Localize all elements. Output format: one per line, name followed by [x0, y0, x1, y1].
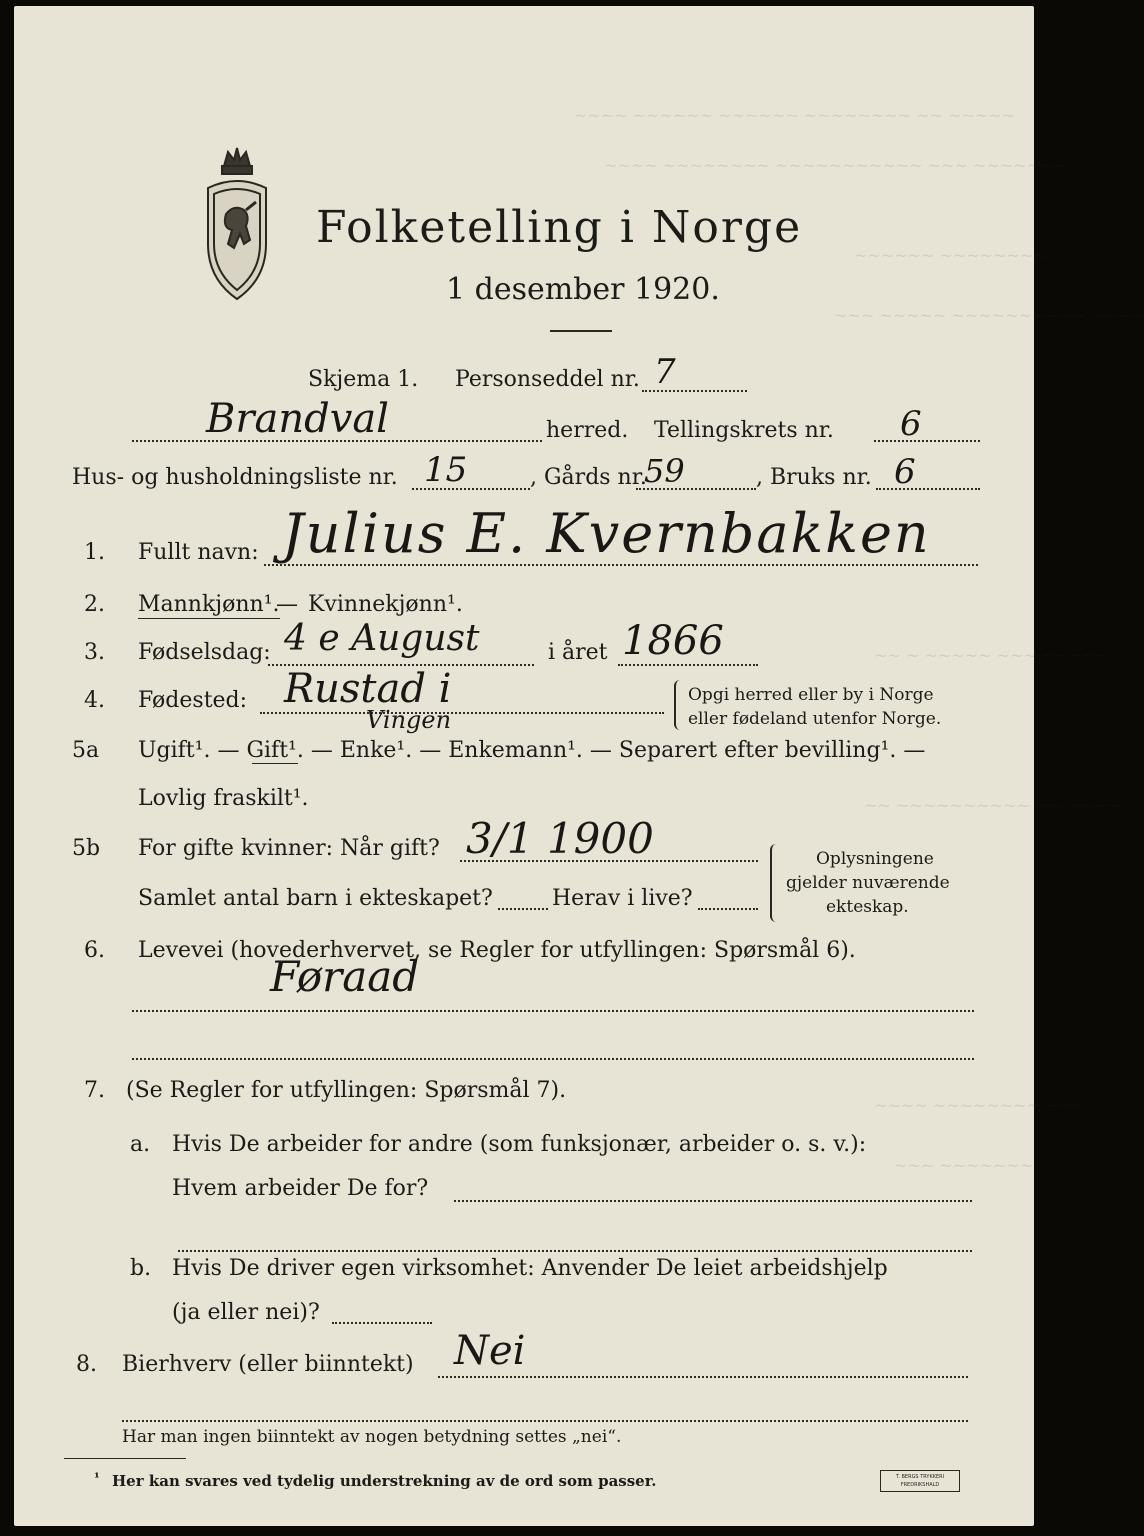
- q7b-answer-field[interactable]: [332, 1322, 432, 1324]
- q2-female-option[interactable]: Kvinnekjønn¹.: [308, 592, 463, 617]
- tellingskrets-field[interactable]: [874, 440, 980, 442]
- q3-year-value: 1866: [622, 618, 724, 664]
- q7a-line1: Hvis De arbeider for andre (som funksjonær, arbeider o. s. v.):: [172, 1132, 867, 1157]
- herred-label: herred.: [546, 418, 629, 443]
- q8-extra-line[interactable]: [122, 1420, 968, 1422]
- q4-note-brace: [674, 680, 684, 730]
- q7a-extra-line[interactable]: [178, 1250, 972, 1252]
- q7a-number: a.: [130, 1132, 151, 1157]
- gards-label: , Gårds nr.: [530, 465, 647, 490]
- gards-value: 59: [644, 452, 685, 490]
- q7a-line2: Hvem arbeider De for?: [172, 1176, 429, 1201]
- footer-note: Har man ingen biinntekt av nogen betydning settes „nei“.: [122, 1427, 622, 1447]
- husliste-value: 15: [424, 450, 468, 490]
- skjema-label: Skjema 1.: [308, 367, 419, 392]
- q7b-line1: Hvis De driver egen virksomhet: Anvender De leiet arbeidshjelp: [172, 1256, 888, 1281]
- q7b-number: b.: [130, 1256, 152, 1281]
- tellingskrets-label: Tellingskrets nr.: [654, 418, 834, 443]
- q8-sidejob-value: Nei: [454, 1328, 526, 1374]
- q8-number: 8.: [76, 1352, 97, 1377]
- q3-year-field[interactable]: [618, 664, 758, 666]
- form-title: Folketelling i Norge: [316, 202, 803, 253]
- q6-label: Levevei (hovederhvervet, se Regler for utfyllingen: Spørsmål 6).: [138, 938, 856, 963]
- q7b-line2: (ja eller nei)?: [172, 1300, 320, 1325]
- q5b-number: 5b: [72, 836, 101, 861]
- q5b-note-line2: gjelder nuværende: [786, 873, 950, 893]
- q8-sidejob-field[interactable]: [438, 1376, 968, 1378]
- q4-note-line1: Opgi herred eller by i Norge: [688, 685, 934, 705]
- norway-coat-of-arms-icon: [194, 144, 280, 304]
- herred-value: Brandval: [206, 396, 389, 442]
- q6-number: 6.: [84, 938, 105, 963]
- personseddel-label: Personseddel nr.: [455, 367, 640, 392]
- q3-number: 3.: [84, 640, 105, 665]
- bruks-field[interactable]: [876, 488, 980, 490]
- q7a-employer-field[interactable]: [454, 1200, 972, 1202]
- q6-extra-line[interactable]: [132, 1058, 974, 1060]
- bruks-label: , Bruks nr.: [756, 465, 872, 490]
- q1-number: 1.: [84, 540, 105, 565]
- q2-number: 2.: [84, 592, 105, 617]
- q5b-note-brace: [770, 844, 780, 922]
- q5a-options-line1[interactable]: Ugift¹. — Gift¹. — Enke¹. — Enkemann¹. — Separert efter bevilling¹. —: [138, 738, 926, 763]
- q6-occupation-field[interactable]: [132, 1010, 974, 1012]
- footnote-text: Her kan svares ved tydelig understrekning av de ord som passer.: [112, 1472, 657, 1490]
- printer-stamp-text: T. BERGS TRYKKERI FREDRIKSHALD: [895, 1474, 945, 1488]
- q4-number: 4.: [84, 688, 105, 713]
- q5b-married-label: For gifte kvinner: Når gift?: [138, 836, 440, 861]
- q4-place-value-line1: Rustad i: [284, 666, 452, 712]
- q3-label: Fødselsdag:: [138, 640, 271, 665]
- q2-separator: —: [276, 592, 298, 617]
- q5b-children-label: Samlet antal barn i ekteskapet?: [138, 886, 493, 911]
- personseddel-value: 7: [654, 352, 676, 392]
- q5b-married-value: 3/1 1900: [466, 814, 654, 863]
- q3-day-value: 4 e August: [284, 618, 480, 659]
- footnote-divider: [64, 1458, 186, 1459]
- census-form-page: ~~~~ ~~~~~~ ~~~~~~ ~~~~~~~~ ~~ ~~~~~ ~~~~ ~~~~~~~~ ~~~~~~~~~~~ ~~~ ~~~~~~~ ~~~~~~ ~~~~~~~~ ~~~ ~~~~~ ~~~~~~~~~~ ~~~~ ~~ ~ ~~~~~ ~~~ ~~~~~ ~~ ~~~~~~~~~~ ~~ ~~~~ ~~~~ ~~~~~~~~ ~~~ ~~~ ~~~~~~~ Folketelling i Norge 1 desember 1920. Skjema 1. Personseddel nr. 7 Brandval herred. Tellingskrets nr. 6 Hus- og husholdningsliste nr. 15 , Gårds nr. 59 , Bruks nr. 6 1. Fullt navn: Julius E. Kvernbakken 2. Mannkjønn¹. — Kvinnekjønn¹. 3. Fødselsdag: 4 e August i året 1866 4. Fødested: Rustad i Vingen Opgi herred eller by i Norge eller fødeland utenfor Norge. 5a Ugift¹. — Gift¹. — Enke¹. — Enkemann¹. — Separert efter bevilling¹. — Lovlig fraskilt¹. 5b For gifte kvinner: Når gift? 3/1 1900 Samlet antal barn i ekteskapet? Herav i live? Oplysningene gjelder nuværende ekteskap. 6. Levevei (hovederhvervet, se Regler for utfyllingen: Spørsmål 6). Føraad 7. (Se Regler for utfyllingen: Spørsmål 7). a. Hvis De arbeider for andre (som funksjonær, arbeider o. s. v.): Hvem arbeider De for? b. Hvis De driver egen virksomhet: Anvender De leiet arbeidshjelp (ja eller nei)? 8. Bierhverv (eller biinntekt) Nei Har man ingen biinntekt av nogen betydning settes „nei“. ¹ Her kan svares ved tydelig understrekning av de ord som passer. T. BERGS TRYKKERI FREDRIKSHALD: [14, 6, 1034, 1526]
- q4-place-field[interactable]: [260, 712, 664, 714]
- q2-male-option[interactable]: Mannkjønn¹.: [138, 592, 280, 617]
- tellingskrets-value: 6: [900, 404, 922, 444]
- q7-label: (Se Regler for utfyllingen: Spørsmål 7).: [126, 1078, 567, 1103]
- census-date: 1 desember 1920.: [446, 272, 720, 307]
- footnote-mark: ¹: [94, 1471, 100, 1486]
- q4-note-line2: eller fødeland utenfor Norge.: [688, 709, 942, 729]
- title-divider: [550, 330, 612, 332]
- q7-number: 7.: [84, 1078, 105, 1103]
- q5b-note-line3: ekteskap.: [826, 897, 909, 917]
- husliste-label: Hus- og husholdningsliste nr.: [72, 465, 398, 490]
- q5b-alive-label: Herav i live?: [552, 886, 693, 911]
- q1-label: Fullt navn:: [138, 540, 259, 565]
- bruks-value: 6: [894, 452, 916, 492]
- printer-stamp: [880, 1470, 960, 1492]
- q4-label: Fødested:: [138, 688, 248, 713]
- q6-occupation-value: Føraad: [270, 952, 420, 1001]
- q5b-alive-field[interactable]: [698, 908, 758, 910]
- q1-name-value: Julius E. Kvernbakken: [282, 502, 931, 565]
- q8-label: Bierhverv (eller biinntekt): [122, 1352, 414, 1377]
- q5a-gift-underline: [252, 763, 298, 764]
- q5b-children-field[interactable]: [498, 908, 548, 910]
- q5a-options-line2[interactable]: Lovlig fraskilt¹.: [138, 786, 309, 811]
- q5b-note-line1: Oplysningene: [816, 849, 934, 869]
- q3-year-label: i året: [548, 640, 608, 665]
- q5a-number: 5a: [72, 738, 100, 763]
- q4-place-value-line2: Vingen: [366, 706, 452, 734]
